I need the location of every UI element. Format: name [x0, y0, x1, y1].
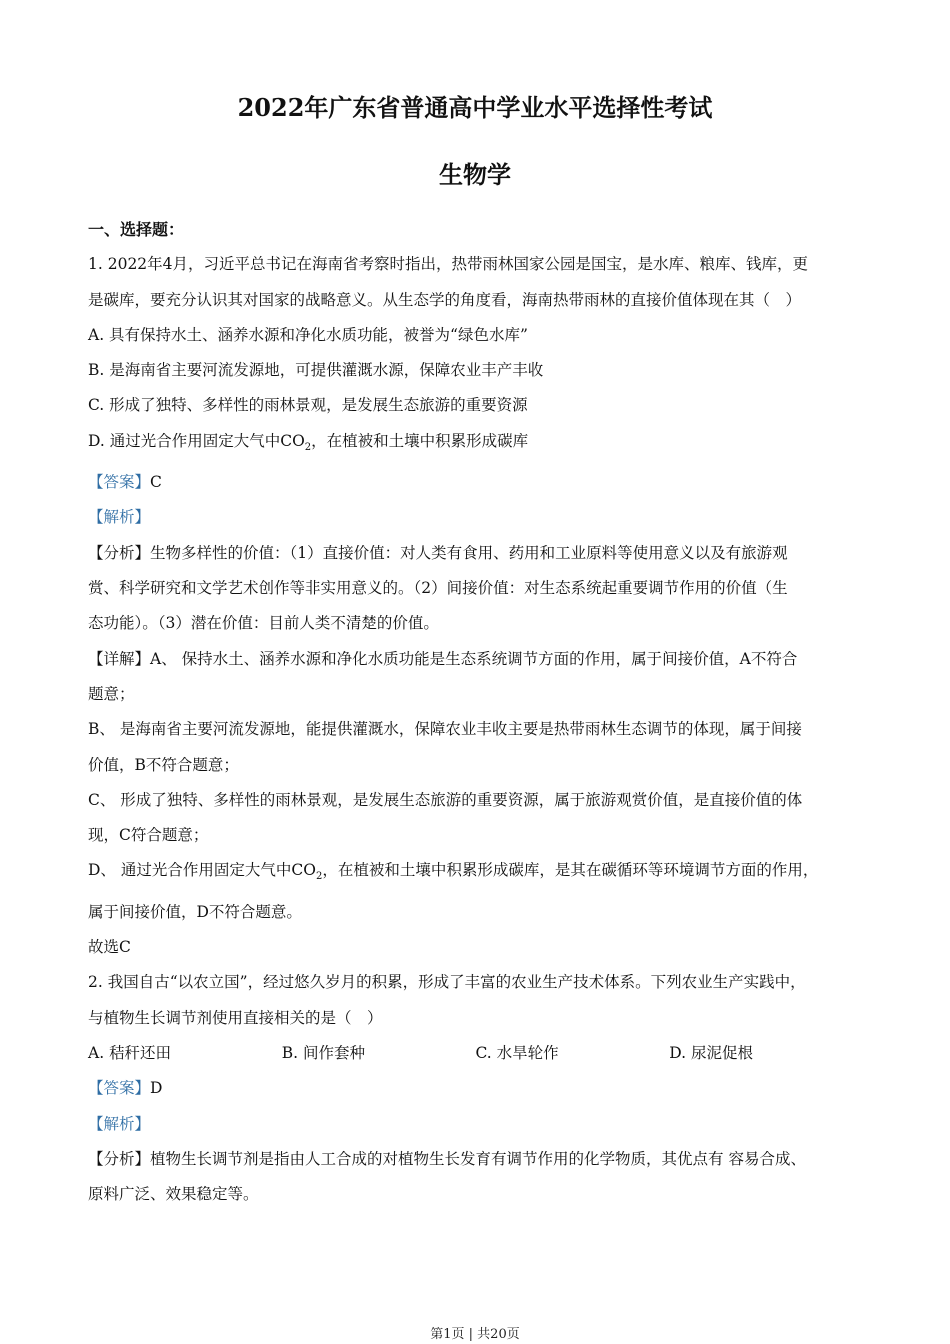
q2-option-a: A. 秸秆还田 — [88, 1044, 172, 1063]
q1-option-d: D. 通过光合作用固定大气中$CO_2$，在植被和土壤中积累形成碳库 — [88, 431, 529, 453]
q2-answer-value: D — [150, 1079, 163, 1098]
q2-option-d: D. 尿泥促根 — [669, 1044, 753, 1063]
q1-fenxi-line-2: 赏、科学研究和文学艺术创作等非实用意义的。（2）间接价值：对生态系统起重要调节作用的价值（生 — [88, 579, 788, 598]
q1-conclusion: 故选C — [88, 938, 131, 957]
q2-analysis-tag: 【解析】 — [88, 1114, 151, 1133]
content-body — [88, 212, 863, 1213]
q1-detail-b-line-1: B、 是海南省主要河流发源地，能提供灌溉水，保障农业丰收主要是热带雨林生态调节的体现，属于间接 — [88, 720, 802, 739]
q2-fenxi-line-2: 原料广泛、效果稳定等。 — [88, 1185, 259, 1204]
q1-detail-c-line-2: 现，C符合题意； — [88, 826, 209, 845]
q2-option-c: C. 水旱轮作 — [475, 1044, 559, 1063]
q1-option-b: B. 是海南省主要河流发源地，可提供灌溉水源，保障农业丰产丰收 — [88, 361, 544, 380]
q1-answer-value: C — [150, 473, 162, 492]
q1-stem-line-2: 是碳库，要充分认识其对国家的战略意义。从生态学的角度看，海南热带雨林的直接价值体现在其（ ） — [88, 290, 802, 309]
answer-tag: 【答案】 — [88, 1079, 151, 1098]
q2-option-b: B. 间作套种 — [281, 1044, 365, 1063]
q1-detail-a-line-1: 【详解】A、 保持水土、涵养水源和净化水质功能是生态系统调节方面的作用，属于间接价值，A不符合 — [88, 649, 798, 668]
q1-detail-c-line-1: C、 形成了独特、多样性的雨林景观，是发展生态旅游的重要资源，属于旅游观赏价值，是直接价值的体 — [88, 790, 803, 809]
q1-detail-a-line-2: 题意； — [88, 684, 135, 703]
q2-options — [88, 1036, 863, 1071]
q2-stem-line-1: 2. 我国自古“以农立国”，经过悠久岁月的积累，形成了丰富的农业生产技术体系。下列农业生产实践中， — [88, 973, 806, 992]
q1-option-a: A. 具有保持水土、涵养水源和净化水质功能，被誉为“绿色水库” — [88, 325, 528, 344]
q1-detail-d-line-2: 属于间接价值，D不符合题意。 — [88, 902, 302, 921]
exam-title: 2022年广东省普通高中学业水平选择性考试 — [237, 93, 713, 122]
subject-title: 生物学 — [439, 160, 511, 189]
q1-detail-b-line-2: 价值，B不符合题意； — [88, 755, 239, 774]
answer-tag: 【答案】 — [88, 473, 151, 492]
q2-fenxi-line-1: 【分析】植物生长调节剂是指由人工合成的对植物生长发育有调节作用的化学物质，其优点有 容易合成、 — [88, 1149, 806, 1168]
section-title: 一、选择题： — [88, 220, 185, 239]
page-footer: 第1页 | 共20页 — [430, 1327, 520, 1342]
q1-analysis-tag: 【解析】 — [88, 508, 151, 527]
q1-option-c: C. 形成了独特、多样性的雨林景观，是发展生态旅游的重要资源 — [88, 396, 528, 415]
q1-detail-d-line-1: D、 通过光合作用固定大气中$CO_2$，在植被和土壤中积累形成碳库，是其在碳循环等环境调节方面的作用， — [88, 861, 819, 883]
q1-fenxi-line-1: 【分析】生物多样性的价值：（1）直接价值：对人类有食用、药用和工业原料等使用意义以及有旅游观 — [88, 543, 788, 562]
q1-answer — [88, 465, 863, 500]
q1-fenxi-line-3: 态功能）。（3）潜在价值：目前人类不清楚的价值。 — [88, 614, 439, 633]
q2-stem-line-2: 与植物生长调节剂使用直接相关的是（ ） — [88, 1008, 383, 1027]
q2-answer — [88, 1071, 863, 1106]
q1-stem-line-1: 1. 2022年4月，习近平总书记在海南省考察时指出，热带雨林国家公园是国宝，是水库、粮库、钱库，更 — [88, 255, 809, 274]
